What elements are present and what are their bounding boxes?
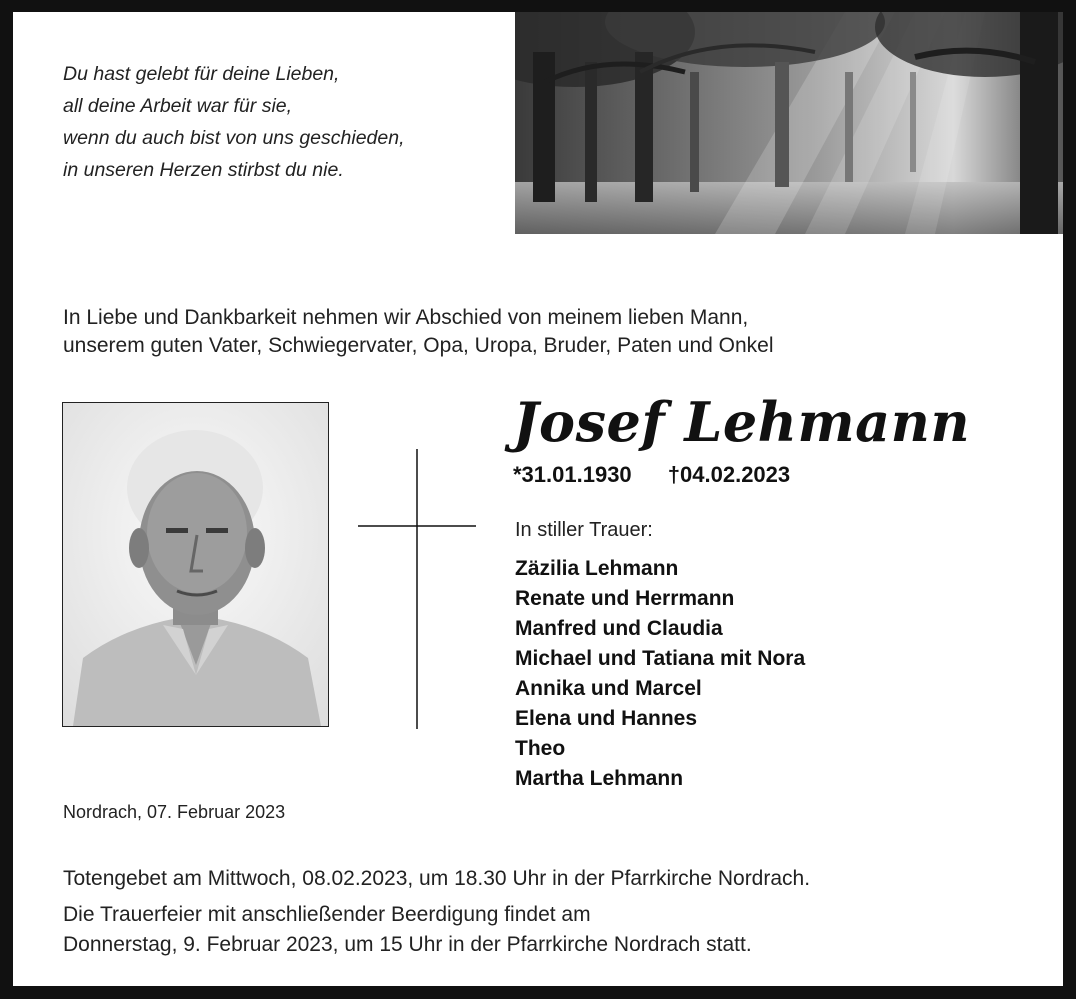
mourner-name: Annika und Marcel	[515, 677, 702, 700]
intro-line: unserem guten Vater, Schwiegervater, Opa, Uropa, Bruder, Paten und Onkel	[63, 334, 774, 357]
poem-line: all deine Arbeit war für sie,	[63, 95, 293, 117]
service-line: Totengebet am Mittwoch, 08.02.2023, um 18.30 Uhr in der Pfarrkirche Nordrach.	[63, 867, 811, 890]
poem-line: wenn du auch bist von uns geschieden,	[63, 127, 405, 149]
mourner-name: Manfred und Claudia	[515, 617, 723, 640]
service-info	[63, 864, 810, 960]
intro-text	[63, 304, 774, 360]
mourner-name: Martha Lehmann	[515, 767, 684, 790]
mourner-name: Michael und Tatiana mit Nora	[515, 647, 806, 670]
death-date: †04.02.2023	[667, 462, 791, 487]
deceased-name: Josef Lehmann	[513, 390, 971, 454]
poem-line: in unseren Herzen stirbst du nie.	[63, 159, 344, 181]
birth-date: *31.01.1930	[513, 462, 632, 487]
mourner-name: Zäzilia Lehmann	[515, 557, 679, 580]
forest-image	[515, 12, 1063, 234]
poem	[63, 58, 405, 186]
service-line: Die Trauerfeier mit anschließender Beerdigung findet am	[63, 903, 591, 926]
obituary-card	[13, 12, 1063, 986]
mourner-name: Renate und Herrmann	[515, 587, 735, 610]
portrait-photo	[62, 402, 329, 727]
poem-line: Du hast gelebt für deine Lieben,	[63, 63, 340, 85]
cross-icon	[358, 449, 478, 729]
life-dates	[513, 462, 790, 488]
mourner-name: Elena und Hannes	[515, 707, 698, 730]
place-date: Nordrach, 07. Februar 2023	[63, 802, 286, 822]
mourner-name: Theo	[515, 737, 566, 760]
mourners-list	[515, 554, 805, 794]
intro-line: In Liebe und Dankbarkeit nehmen wir Abschied von meinem lieben Mann,	[63, 306, 749, 329]
mourning-label: In stiller Trauer:	[515, 519, 653, 541]
service-line: Donnerstag, 9. Februar 2023, um 15 Uhr in der Pfarrkirche Nordrach statt.	[63, 933, 752, 956]
